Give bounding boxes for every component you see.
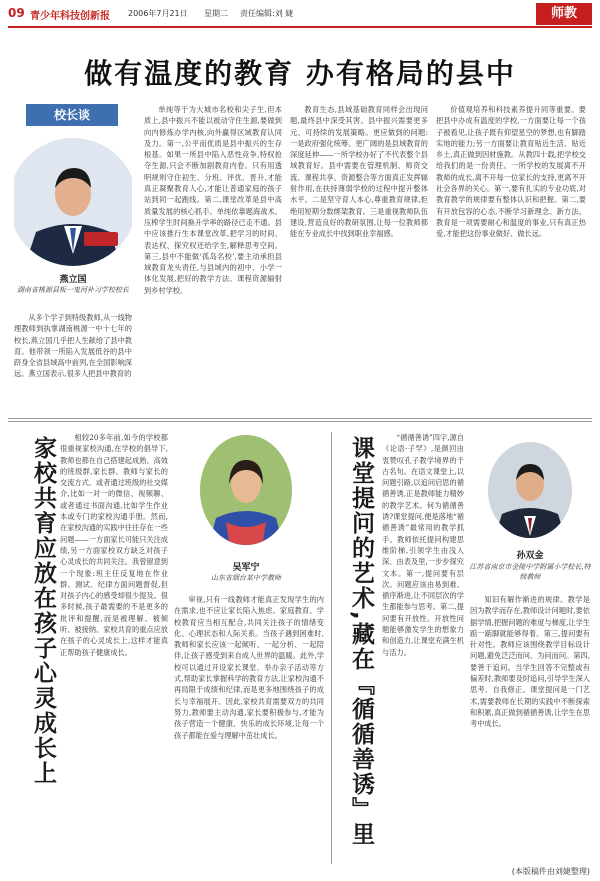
paper-name: 青少年科技创新报 [30,11,110,22]
left-article-col-1 [60,432,168,864]
issue-weekday: 星期二 [204,9,228,18]
page-number: 09 [8,6,25,20]
left-article-col-1-text: 相较20多年前,如今的学校都很重视家校沟通,在学校的倡导下,教师也都在自己搭建起成熟、高效的班级群,家长群。教师与家长的交流方式、或者通过班级的社交媒介,比如一对一的微信、视频聊、或者通过书面沟通,比如学生作业本或专门的家校沟通手册。然而,在家校沟通的实践中往往存在一些问题——一方面家长可能只关注成绩,另一方面家校双方缺乏对孩子心灵成长的共同关注。我曾留意到一个现象:班主任反复地在作业群、测试、纪律方面问题督促,但对孩子内心的感受却很少提及。很多时候,孩子最需要的不是更多的批评和提醒,而是被理解、被倾听、被接纳。家校共育的重点应放在孩子的心灵成长上,这样才能真正帮助孩子健康成长。 [60,433,168,657]
principal-2-portrait-image [486,440,574,540]
principal-name: 燕立国 [59,275,87,285]
teacher-photo [196,432,296,548]
left-article-col-2 [174,594,324,864]
teacher-portrait-image [196,432,296,548]
section-divider-2 [8,421,592,422]
right-article-title: 课堂提问的艺术,藏在『循循善诱』里 [348,436,374,847]
section-divider [8,418,592,419]
right-article-col-1-text: “循循善诱”四字,源自《论语·子罕》,是颜回由衷赞叹孔子教学境界的千古名句。在语文课堂上,以问题引路,以追问启思的循循善诱,正是教师能力精妙的教学艺术。何为循循善诱?课堂提问,便是落地“循循善诱”最常用的教学抓手。教师依托提问构建思维阶梯,引领学生由浅入深、由表及里,一步步探究文本。第一,提问要有层次。问题应该由易到难、循序渐进,让不同层次的学生都能参与思考。第二,提问要有开放性。开放性问题能够激发学生的想象力和创造力,让课堂充满生机与活力。 [382,433,464,657]
main-headline: 做有温度的教育 办有格局的县中 [84,57,516,90]
principal-col-3 [290,104,428,410]
principal-col-2-text: 单纯等于为大城市名校和尖子生,但本质上,县中振兴不能以被动守住生源,要做到向内修炼办学内核,向外赢得区域教育认同及力。第一,公平而优质是县中振兴的生存根基。如果一所县中陷入恶性竞争,特权抢夺生源,只会不断加剧教育内卷。只有用透明规则守住初生、分班、评优、晋升,才能真正凝聚教育人心,才能让普通家庭的孩子站到同一起跑线。第二,课堂改革是县中高质量发展的核心抓手。单纯依靠题海战术、压榨学生时间换升学率的路径已走不通。县中应该推行生本课堂改革,把学习的时间、表达权、探究权还给学生,解释思考空间。第三,县中不能做‘孤岛名校’,要主动承担县域教育龙头责任,与县域内的初中、小学一体化发展,把好的教学方法、课程资源辐射到乡村学校。 [144,105,282,295]
right-article-col-2-text: 知旧有解作渐进的规律。教学是因为教学而存在,教师设计问题时,要依据学情,把握问题的难度与梯度,让学生踮一踮脚就能够得着。第三,提问要有针对性。教师应该围绕教学目标设计问题,避免泛泛而问、为问而问。第四,要善于追问。当学生回答不完整或有偏差时,教师要及时追问,引导学生深入思考、自我修正。课堂提问是一门艺术,需要教师在长期的实践中不断探索和积累,真正做到循循善诱,让学生在思考中成长。 [470,595,590,729]
principal-intro [14,312,132,410]
principal-portrait-image [14,136,132,268]
principal-col-3-text: 教育生态,县域基础教育同样会出现问题,最终县中深受其害。县中振兴需要更多元、可持续的发展策略。更应做到的问题:一是政府强化统筹。更广阔的是县域教育的深度延伸——一所学校办好了不代表整个县域教育好。县中需要在管理机制、师资交流、课程共享、资源整合等方面真正发挥辐射作用,在扶持薄弱学校的过程中提升整体水平。二是坚守育人本心,尊重教育规律,拒绝用短期分数绑架教育。三是重视教师队伍建设,营造良好的教研氛围,让每一位教师都能在专业成长中找到职业幸福感。 [290,105,428,239]
left-article-col-2-text: 审视,只有一线教师才能真正发现学生的内在需求,也不应让家长陷入焦虑。家庭教育、学校教育应当相互配合,共同关注孩子的情绪变化、心理状态和人际关系。当孩子遇到困难时,教师和家长应该一起倾听、一起分析、一起陪伴,让孩子感受到来自成人世界的温暖。此外,学校可以通过开设家长课堂、举办亲子活动等方式,帮助家长掌握科学的教育方法,让家校沟通不再局限于成绩和纪律,而是更多地围绕孩子的成长与幸福展开。因此,家校共育需要双方的共同努力,教师要主动沟通,家长要积极参与,才能为孩子营造一个健康、快乐的成长环境,让每一个孩子都能在爱与理解中茁壮成长。 [174,595,324,740]
teacher-title: 山东省烟台某中学教师 [211,574,281,582]
principal-photo [14,136,132,268]
section-tag: 师教 [536,3,592,25]
left-article-title: 家校共育应放在孩子心灵成长上 [30,436,56,786]
principal-2-name: 孙双金 [516,551,544,561]
right-article-col-2 [470,594,590,856]
column-badge: 校长谈 [26,104,118,126]
principal-col-2 [144,104,282,410]
right-article-col-1 [382,432,464,864]
principal-title: 湖南省桃源县板一鬼河补习学校校长 [17,286,129,294]
teacher-name: 吴军宁 [232,563,260,573]
principal-intro-text: 从多个学子到特级教师,从一线物理教师到执掌湖南桃源一中十七年的校长,燕立国几乎把人生献给了县中教育。他带领一所陷入发展低谷的县中跻身全省县域高中前列,在全国影响深远。燕立国表示,很多人把县中教育的 [14,313,132,379]
principal-col-4-text: 价值观培养和科技素养提升同等重要。要把县中办成有温度的学校,一方面要让每一个孩子被看见,让孩子既有仰望星空的梦想,也有脚踏实地的能力;另一方面要让教育贴近生活、贴近乡土,真正做到因材施教。从教四十载,把学校交给我们的是一份责任。一所学校的发展离不开教师的成长,离不开每一位家长的支持,更离不开社会各界的关心。第一,要有扎实的专业功底,对教育教学的规律要有整体认识和把握。第二,要有开放包容的心态,不断学习新理念、新方法。教育是一项需要耐心和温度的事业,只有真正热爱,才能把这份事业做好、做长远。 [436,105,586,239]
principal-col-4 [436,104,586,410]
article-divider [331,432,332,864]
footer-credit: (本版稿件由刘婕整理) [511,867,590,876]
principal-2-title: 江苏省南京市金陵中学附属小学校长,特级教师 [469,563,591,581]
issue-date: 2006年7月21日 [128,9,188,18]
editor-credit: 责任编辑:刘 婕 [240,9,294,18]
page-header [8,6,592,28]
principal-2-photo [486,440,574,540]
